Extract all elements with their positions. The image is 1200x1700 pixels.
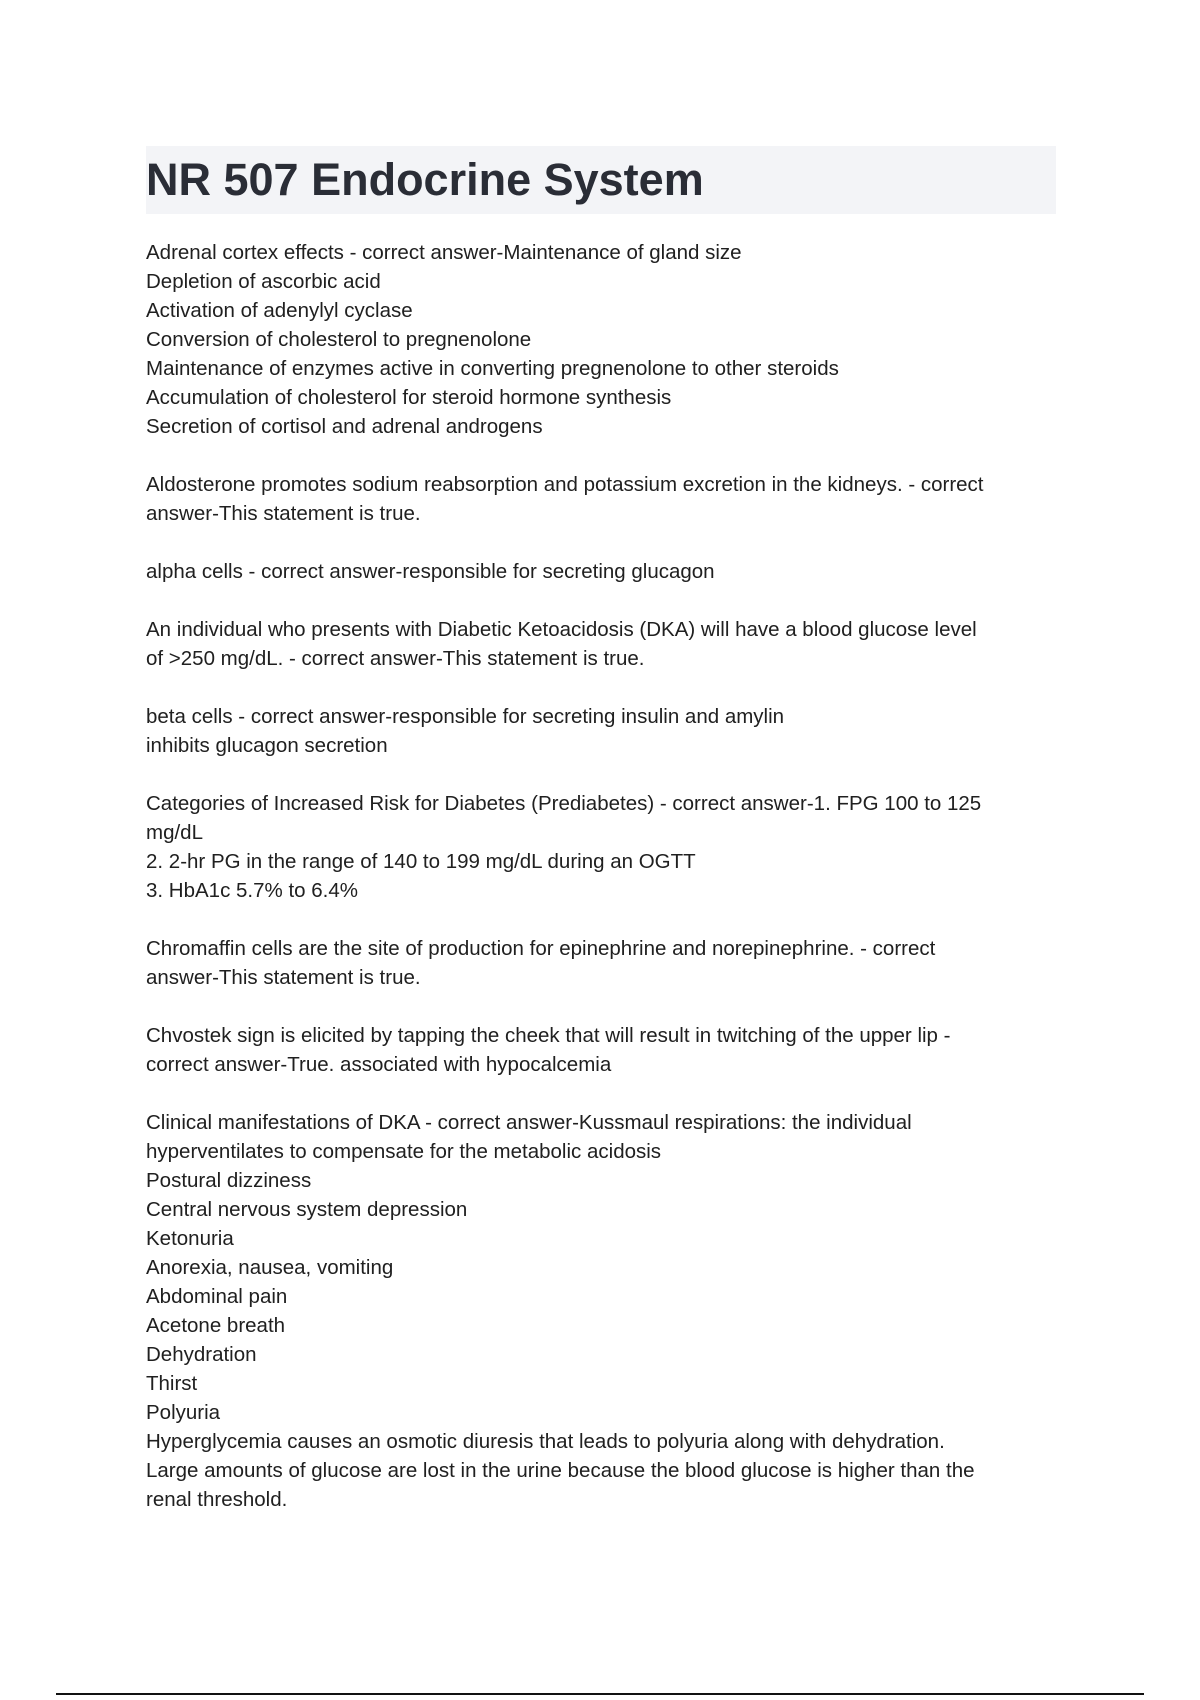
- entry-text-line: 3. HbA1c 5.7% to 6.4%: [146, 879, 358, 902]
- entry-text-line: Ketonuria: [146, 1227, 234, 1250]
- entry-text-line: Polyuria: [146, 1401, 221, 1424]
- entry-text-line: Dehydration: [146, 1343, 257, 1366]
- entry-text-line: Secretion of cortisol and adrenal androgens: [146, 415, 543, 438]
- entry-question-line: Adrenal cortex effects - correct answer-Maintenance of gland size: [146, 241, 742, 264]
- entry-question-line: An individual who presents with Diabetic Ketoacidosis (DKA) will have a blood glucose level: [146, 618, 977, 641]
- flashcard-entry: [146, 238, 1066, 441]
- flashcard-entry: [146, 934, 1066, 992]
- entry-text-line: Anorexia, nausea, vomiting: [146, 1256, 394, 1279]
- entry-text-line: Abdominal pain: [146, 1285, 288, 1308]
- entry-text-line: Central nervous system depression: [146, 1198, 468, 1221]
- entry-question-line: Chvostek sign is elicited by tapping the cheek that will result in twitching of the upper lip -: [146, 1024, 951, 1047]
- entry-text-line: Accumulation of cholesterol for steroid hormone synthesis: [146, 386, 672, 409]
- entry-text-line: correct answer-True. associated with hypocalcemia: [146, 1053, 612, 1076]
- document-body: [146, 238, 1066, 1543]
- page-title: NR 507 Endocrine System: [146, 154, 704, 205]
- entry-question-line: Categories of Increased Risk for Diabetes (Prediabetes) - correct answer-1. FPG 100 to 125: [146, 792, 982, 815]
- entry-text-line: answer-This statement is true.: [146, 966, 421, 989]
- entry-question-line: Clinical manifestations of DKA - correct answer-Kussmaul respirations: the individual: [146, 1111, 912, 1134]
- entry-text-line: Acetone breath: [146, 1314, 286, 1337]
- flashcard-entry: [146, 470, 1066, 528]
- flashcard-entry: [146, 1108, 1066, 1514]
- entry-question-line: alpha cells - correct answer-responsible for secreting glucagon: [146, 560, 715, 583]
- entry-text-line: answer-This statement is true.: [146, 502, 421, 525]
- entry-text-line: 2. 2-hr PG in the range of 140 to 199 mg/dL during an OGTT: [146, 850, 696, 873]
- entry-text-line: Conversion of cholesterol to pregnenolone: [146, 328, 532, 351]
- flashcard-entry: [146, 789, 1066, 905]
- entry-text-line: mg/dL: [146, 821, 203, 844]
- entry-text-line: Thirst: [146, 1372, 198, 1395]
- entry-question-line: beta cells - correct answer-responsible for secreting insulin and amylin: [146, 705, 785, 728]
- entry-text-line: Activation of adenylyl cyclase: [146, 299, 413, 322]
- entry-question-line: Aldosterone promotes sodium reabsorption and potassium excretion in the kidneys. - correct: [146, 473, 984, 496]
- entry-text-line: inhibits glucagon secretion: [146, 734, 388, 757]
- entry-text-line: renal threshold.: [146, 1488, 288, 1511]
- entry-text-line: Postural dizziness: [146, 1169, 312, 1192]
- entry-text-line: of >250 mg/dL. - correct answer-This statement is true.: [146, 647, 645, 670]
- footer-divider: [56, 1693, 1144, 1695]
- entry-text-line: Maintenance of enzymes active in converting pregnenolone to other steroids: [146, 357, 839, 380]
- flashcard-entry: [146, 557, 1066, 586]
- entry-text-line: Depletion of ascorbic acid: [146, 270, 381, 293]
- entry-question-line: Chromaffin cells are the site of production for epinephrine and norepinephrine. - correct: [146, 937, 936, 960]
- title-banner: [146, 146, 1056, 214]
- flashcard-entry: [146, 615, 1066, 673]
- entry-text-line: hyperventilates to compensate for the metabolic acidosis: [146, 1140, 662, 1163]
- flashcard-entry: [146, 1021, 1066, 1079]
- entry-text-line: Hyperglycemia causes an osmotic diuresis that leads to polyuria along with dehydration.: [146, 1430, 945, 1453]
- entry-text-line: Large amounts of glucose are lost in the urine because the blood glucose is higher than the: [146, 1459, 975, 1482]
- flashcard-entry: [146, 702, 1066, 760]
